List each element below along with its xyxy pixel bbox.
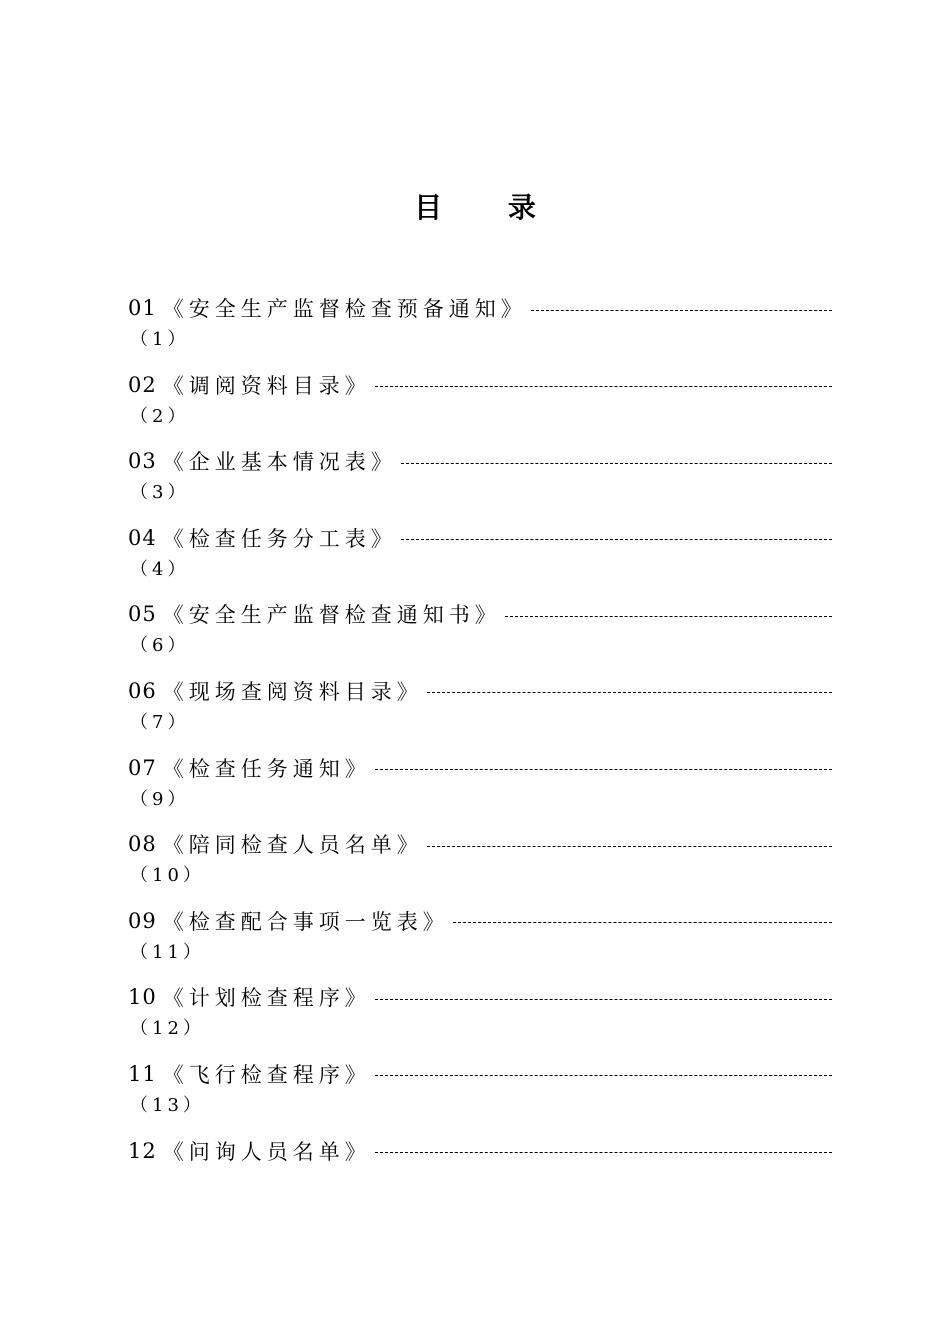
entry-page: （3） — [130, 482, 190, 504]
dot-leader — [375, 999, 832, 1000]
entry-number: 06 — [128, 678, 157, 703]
toc-entry — [128, 748, 832, 825]
entry-number: 07 — [128, 755, 157, 780]
entry-title: 《陪同检查人员名单》 — [162, 833, 423, 858]
dot-leader — [375, 386, 832, 387]
entry-page — [128, 1171, 832, 1201]
entry-number: 01 — [128, 296, 157, 320]
entry-title: 《问询人员名单》 — [162, 1139, 371, 1164]
entry-number: 11 — [128, 1061, 157, 1086]
dot-leader — [453, 922, 832, 923]
dot-leader — [531, 310, 832, 311]
entry-number: 09 — [128, 908, 157, 933]
entry-title: 《检查配合事项一览表》 — [162, 909, 449, 934]
entry-title: 《现场查阅资料目录》 — [162, 679, 423, 704]
toc-entry — [128, 977, 832, 1054]
page-title: 目 录 — [414, 191, 564, 224]
toc-entry — [128, 518, 832, 595]
toc-entry — [128, 824, 832, 901]
dot-leader — [401, 463, 832, 464]
toc-entry — [128, 365, 832, 442]
entry-page: （1） — [130, 329, 190, 350]
entry-page: （10） — [130, 865, 205, 887]
entry-page: （11） — [130, 941, 205, 963]
dot-leader — [375, 769, 832, 770]
dot-leader — [427, 692, 832, 693]
entry-title: 《检查任务分工表》 — [162, 526, 397, 551]
entry-number: 08 — [128, 832, 157, 857]
entry-number: 10 — [128, 985, 157, 1010]
entry-page: （2） — [130, 405, 190, 427]
entry-page: （4） — [130, 558, 190, 580]
toc-entry — [128, 441, 832, 518]
dot-leader — [375, 1075, 832, 1076]
entry-title: 《飞行检查程序》 — [162, 1062, 371, 1087]
entry-title: 《安全生产监督检查预备通知》 — [162, 297, 527, 321]
entry-page: （9） — [130, 788, 190, 810]
toc-entry — [128, 671, 832, 748]
entry-number: 05 — [128, 602, 157, 627]
entry-number: 02 — [128, 372, 157, 397]
dot-leader — [401, 539, 832, 540]
entry-title: 《检查任务通知》 — [162, 756, 371, 781]
entry-number: 04 — [128, 525, 157, 550]
entry-page: （6） — [130, 635, 190, 657]
entry-title: 《企业基本情况表》 — [162, 450, 397, 475]
entry-title: 《安全生产监督检查通知书》 — [162, 603, 501, 628]
entry-page: （13） — [130, 1094, 205, 1116]
toc-entry — [128, 288, 832, 365]
dot-leader — [375, 1152, 832, 1153]
toc-entry — [128, 594, 832, 671]
entry-title: 《计划检查程序》 — [162, 986, 371, 1011]
entry-page: （7） — [130, 711, 190, 733]
entry-number: 03 — [128, 449, 157, 474]
toc-entry — [128, 1054, 832, 1131]
dot-leader — [505, 616, 832, 617]
table-of-contents — [128, 288, 832, 1207]
toc-entry — [128, 901, 832, 978]
entry-number: 12 — [128, 1138, 157, 1163]
toc-entry — [128, 1131, 832, 1208]
entry-title: 《调阅资料目录》 — [162, 373, 371, 398]
entry-page: （12） — [130, 1018, 205, 1040]
dot-leader — [427, 846, 832, 847]
